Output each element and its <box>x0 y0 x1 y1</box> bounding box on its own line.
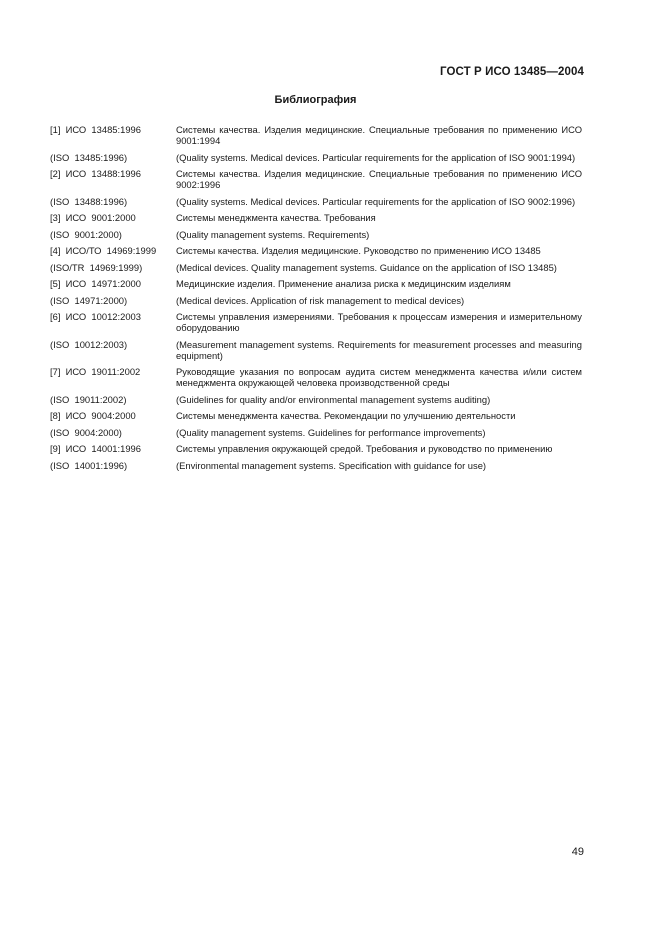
entry-description: Системы качества. Изделия медицинские. Руководство по применению ИСО 13485 <box>176 245 541 256</box>
entry-description: (Quality systems. Medical devices. Particular requirements for the application of ISO 9001:1994) <box>176 151 576 163</box>
entry-reference: [5] ИСО 14971:2000 <box>50 278 141 289</box>
bibliography-entry <box>50 262 582 273</box>
bibliography-entry <box>50 168 582 190</box>
bibliography-entry <box>50 229 582 240</box>
bibliography-entry <box>50 212 582 223</box>
bibliography-entry <box>50 152 582 163</box>
entry-reference: [7] ИСО 19011:2002 <box>50 366 141 377</box>
bibliography-entry <box>50 443 582 454</box>
entry-description: (Quality systems. Medical devices. Particular requirements for the application of ISO 9002:1996) <box>176 195 576 207</box>
entry-description: Системы качества. Изделия медицинские. Специальные требования по применению ИСО 9001:1994 <box>176 124 582 146</box>
entry-reference: [9] ИСО 14001:1996 <box>50 443 141 454</box>
entry-reference: [8] ИСО 9004:2000 <box>50 410 136 421</box>
bibliography-entry <box>50 460 582 471</box>
entry-reference: [4] ИСО/ТО 14969:1999 <box>50 245 157 256</box>
entry-description: Медицинские изделия. Применение анализа риска к медицинским изделиям <box>176 278 511 289</box>
bibliography-entry <box>50 394 582 405</box>
entry-reference: (ISO 13485:1996) <box>50 151 128 163</box>
section-title: Библиография <box>274 94 357 106</box>
entry-description: (Medical devices. Quality management systems. Guidance on the application of ISO 13485) <box>176 261 557 273</box>
entry-description: Руководящие указания по вопросам аудита систем менеджмента качества и/или систем менеджмента окружающей человека производственной среды <box>176 366 582 388</box>
bibliography-entry <box>50 366 582 388</box>
bibliography-entry <box>50 410 582 421</box>
bibliography-entry <box>50 278 582 289</box>
entry-reference: (ISO 9001:2000) <box>50 228 122 240</box>
entry-description: (Medical devices. Application of risk management to medical devices) <box>176 294 465 306</box>
entry-reference: (ISO 14971:2000) <box>50 294 128 306</box>
entry-description: Системы менеджмента качества. Требования <box>176 212 376 223</box>
entry-reference: (ISO 13488:1996) <box>50 195 128 207</box>
bibliography-entry <box>50 311 582 333</box>
entry-reference: (ISO 19011:2002) <box>50 393 127 405</box>
bibliography-entry <box>50 339 582 361</box>
entry-description: Системы менеджмента качества. Рекомендации по улучшению деятельности <box>176 410 516 421</box>
entry-description: (Measurement management systems. Requirements for measurement processes and measuring equipment) <box>176 338 582 361</box>
bibliography-entry <box>50 427 582 438</box>
entry-reference: (ISO 14001:1996) <box>50 459 128 471</box>
entry-description: Системы управления окружающей средой. Требования и руководство по применению <box>176 443 553 454</box>
bibliography-list <box>50 124 582 476</box>
entry-description: Системы управления измерениями. Требования к процессам измерения и измерительному оборудованию <box>176 311 582 333</box>
entry-reference: [1] ИСО 13485:1996 <box>50 124 141 135</box>
bibliography-entry <box>50 295 582 306</box>
entry-reference: [3] ИСО 9001:2000 <box>50 212 136 223</box>
bibliography-entry <box>50 124 582 146</box>
entry-reference: (ISO 10012:2003) <box>50 338 128 350</box>
bibliography-entry <box>50 196 582 207</box>
entry-description: (Quality management systems. Guidelines for performance improvements) <box>176 426 486 438</box>
entry-description: (Quality management systems. Requirements) <box>176 228 370 240</box>
entry-reference: (ISO 9004:2000) <box>50 426 122 438</box>
entry-description: (Environmental management systems. Specification with guidance for use) <box>176 459 487 471</box>
entry-description: Системы качества. Изделия медицинские. Специальные требования по применению ИСО 9002:1996 <box>176 168 582 190</box>
entry-reference: [2] ИСО 13488:1996 <box>50 168 141 179</box>
page-number: 49 <box>571 846 584 858</box>
bibliography-entry <box>50 245 582 256</box>
entry-reference: (ISO/TR 14969:1999) <box>50 261 143 273</box>
entry-description: (Guidelines for quality and/or environmental management systems auditing) <box>176 393 491 405</box>
entry-reference: [6] ИСО 10012:2003 <box>50 311 141 322</box>
document-header: ГОСТ Р ИСО 13485—2004 <box>439 66 584 78</box>
